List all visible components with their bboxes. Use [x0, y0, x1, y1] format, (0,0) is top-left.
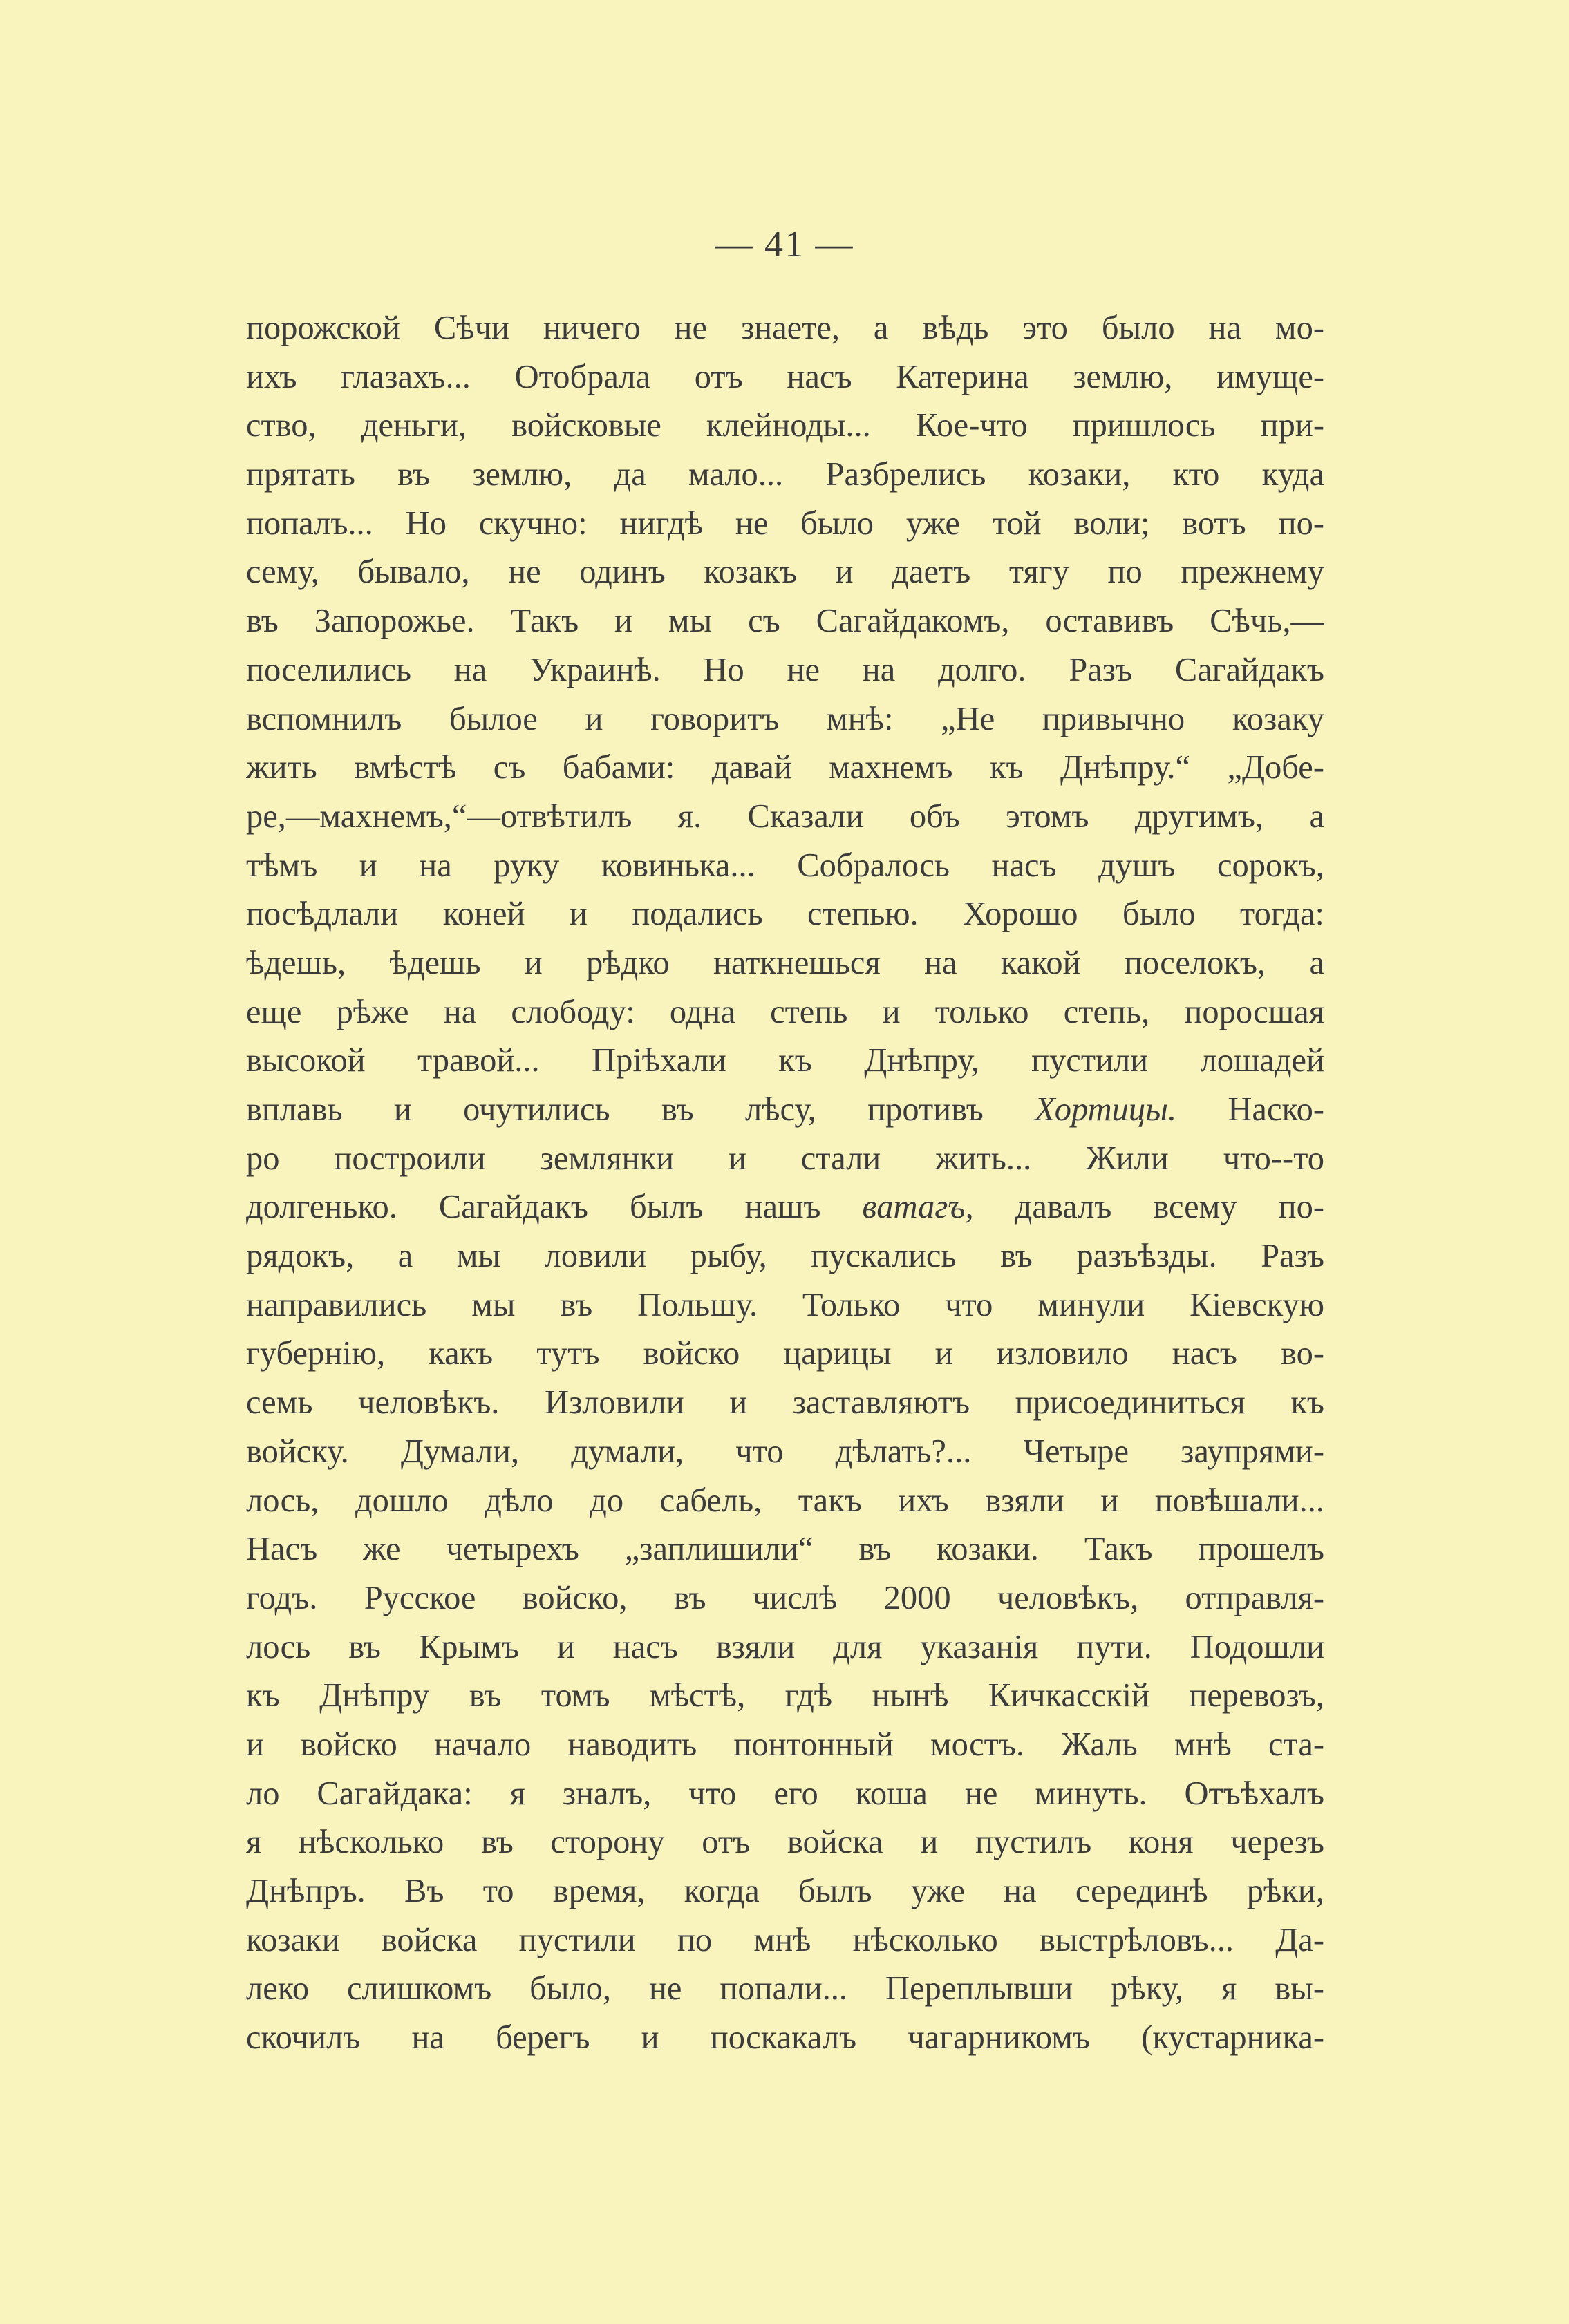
text-line: жить вмѣстѣ съ бабами: давай махнемъ къ Днѣпру.“ „Добе-	[246, 749, 1324, 786]
text-line: леко слишкомъ было, не попали... Переплывши рѣку, я вы-	[246, 1970, 1324, 2007]
text-line: ро построили землянки и стали жить... Жили что--то	[246, 1140, 1324, 1177]
text-line: въ Запорожье. Такъ и мы съ Сагайдакомъ, оставивъ Сѣчь,—	[246, 603, 1324, 640]
body-text	[246, 304, 1324, 2063]
text-line: годъ. Русское войско, въ числѣ 2000 человѣкъ, отправля-	[246, 1579, 1324, 1616]
italic-term: Хортицы.	[1035, 1091, 1177, 1128]
text-line: къ Днѣпру въ томъ мѣстѣ, гдѣ нынѣ Кичкасскiй перевозъ,	[246, 1677, 1324, 1714]
text-line: порожской Сѣчи ничего не знаете, а вѣдь это было на мо-	[246, 310, 1324, 346]
text-line: сему, бывало, не одинъ козакъ и даетъ тягу по прежнему	[246, 554, 1324, 591]
text-line: я нѣсколько въ сторону отъ войска и пустилъ коня черезъ	[246, 1824, 1324, 1861]
italic-term: ватагъ,	[862, 1189, 974, 1226]
text-line: губернiю, какъ тутъ войско царицы и изловило насъ во-	[246, 1335, 1324, 1372]
text-line: тѣмъ и на руку ковинька... Собралось насъ душъ сорокъ,	[246, 847, 1324, 884]
text-line: ло Сагайдака: я зналъ, что его коша не минуть. Отъѣхалъ	[246, 1775, 1324, 1812]
text-line: поселились на Украинѣ. Но не на долго. Разъ Сагайдакъ	[246, 651, 1324, 688]
text-segment: долгенько. Сагайдакъ былъ нашъ	[246, 1189, 863, 1226]
text-line	[246, 1086, 1324, 1135]
text-line: войску. Думали, думали, что дѣлать?... Четыре заупрями-	[246, 1433, 1324, 1470]
text-line: семь человѣкъ. Изловили и заставляютъ присоединиться къ	[246, 1384, 1324, 1421]
text-line: Днѣпръ. Въ то время, когда былъ уже на серединѣ рѣки,	[246, 1873, 1324, 1909]
text-line: еще рѣже на слободу: одна степь и только степь, поросшая	[246, 993, 1324, 1030]
text-segment: вплавь и очутились въ лѣсу, противъ	[246, 1091, 1035, 1128]
text-line: лось въ Крымъ и насъ взяли для указанiя пути. Подошли	[246, 1628, 1324, 1665]
text-line: ѣдешь, ѣдешь и рѣдко наткнешься на какой поселокъ, а	[246, 944, 1324, 981]
text-line: лось, дошло дѣло до сабель, такъ ихъ взяли и повѣшали...	[246, 1482, 1324, 1519]
text-line: Насъ же четырехъ „заплишили“ въ козаки. Такъ прошелъ	[246, 1531, 1324, 1568]
text-line: высокой травой... Прiѣхали къ Днѣпру, пустили лошадей	[246, 1042, 1324, 1079]
text-line: прятать въ землю, да мало... Разбрелись козаки, кто куда	[246, 456, 1324, 493]
text-line: попалъ... Но скучно: нигдѣ не было уже той воли; вотъ по-	[246, 504, 1324, 542]
text-line: козаки войска пустили по мнѣ нѣсколько выстрѣловъ... Да-	[246, 1921, 1324, 1958]
text-line: посѣдлали коней и подались степью. Хорошо было тогда:	[246, 896, 1324, 933]
text-line: ре,—махнемъ,“—отвѣтилъ я. Сказали объ этомъ другимъ, а	[246, 797, 1324, 835]
text-line: и войско начало наводить понтонный мостъ. Жаль мнѣ ста-	[246, 1726, 1324, 1763]
text-line: направились мы въ Польшу. Только что минули Кiевскую	[246, 1286, 1324, 1323]
text-line: вспомнилъ былое и говоритъ мнѣ: „Не привычно козаку	[246, 700, 1324, 737]
text-line	[246, 1183, 1324, 1232]
text-segment: давалъ всему по-	[973, 1189, 1324, 1226]
text-line: скочилъ на берегъ и поскакалъ чагарникомъ (кустарника-	[246, 2019, 1324, 2057]
text-line: ство, деньги, войсковые клейноды... Кое-что пришлось при-	[246, 407, 1324, 444]
text-line: рядокъ, а мы ловили рыбу, пускались въ разъѣзды. Разъ	[246, 1238, 1324, 1275]
text-line: ихъ глазахъ... Отобрала отъ насъ Катерина землю, имуще-	[246, 358, 1324, 395]
page-number: — 41 —	[715, 223, 854, 265]
text-segment: Наско-	[1176, 1091, 1324, 1128]
